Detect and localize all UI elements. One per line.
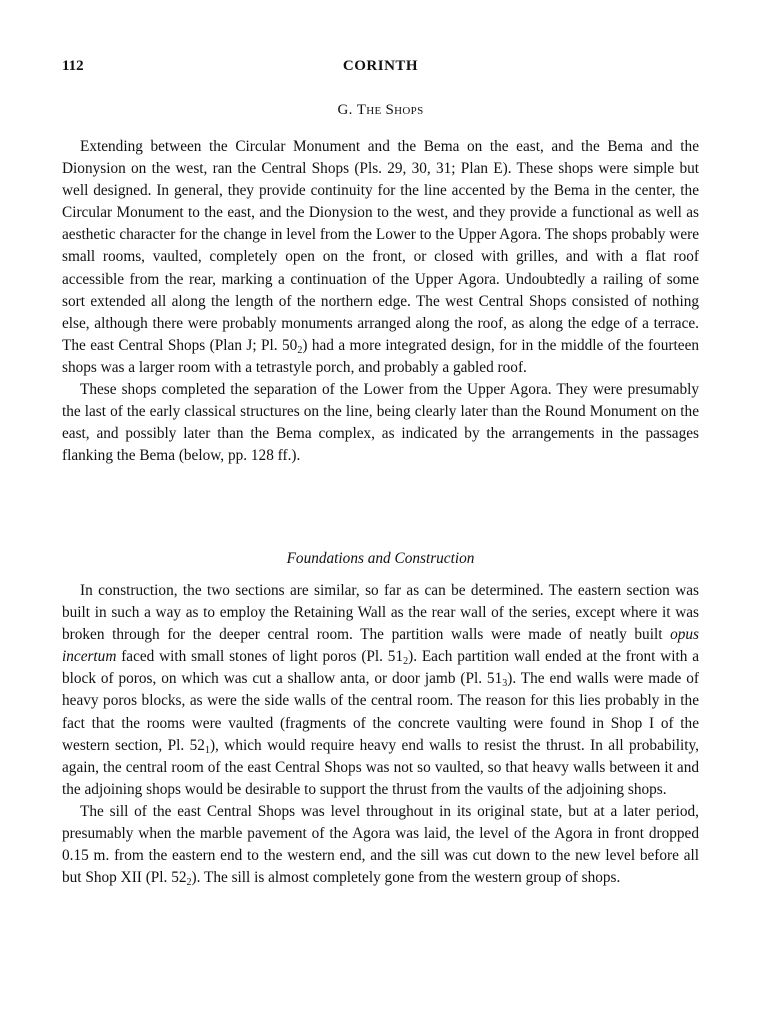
construction-text (62, 580, 699, 889)
subscript: 3 (502, 678, 508, 690)
section-letter: G. (337, 102, 353, 118)
page-header (62, 58, 699, 80)
subscript: 1 (204, 744, 210, 756)
paragraph-3-text-e: ), which would require heavy end walls to resist the thrust. In all probability, again, the central room of the east Central Shops was not so vaulted, so that heavy walls between it and the adjoining shops would be desirable to support the thrust from the vaults of the adjoining shops. (62, 736, 699, 798)
page-number: 112 (62, 58, 84, 74)
section-title (62, 102, 699, 119)
paragraph-3-text-d: ). The end walls were made of heavy poros blocks, as were the side walls of the central room. The reason for this lies probably in the fact that the rooms were vaulted (fragments of the concrete vaulting were found in Shop I of the western section, Pl. 52 (62, 670, 699, 754)
paragraph-4 (62, 801, 699, 889)
paragraph-3-text-a: In construction, the two sections are similar, so far as can be determined. The eastern section was built in such a way as to employ the Retaining Wall as the rear wall of the series, except where it was broken through for the deeper central room. The partition walls were made of neatly built (62, 582, 699, 644)
subscript: 2 (297, 344, 303, 356)
subscript: 2 (186, 877, 192, 889)
paragraph-4-text-b: ). The sill is almost completely gone from the western group of shops. (191, 869, 621, 887)
paragraph-3-text-c: ). Each partition wall ended at the front with a block of poros, on which was cut a shallow anta, or door jamb (Pl. 51 (62, 648, 699, 688)
running-title: CORINTH (342, 58, 419, 74)
paragraph-1-text-b: ) had a more integrated design, for in the middle of the fourteen shops was a larger room with a tetrastyle porch, and probably a gabled roof. (62, 336, 700, 376)
paragraph-1 (62, 136, 699, 379)
subscript: 2 (403, 656, 409, 668)
italic-term: opus incertum (62, 626, 699, 666)
paragraph-3-text-b: faced with small stones of light poros (Pl. 51 (116, 648, 404, 666)
paragraph-2: These shops completed the separation of the Lower from the Upper Agora. They were presumably the last of the early classical structures on the line, being clearly later than the Round Monument on the east, and possibly later than the Bema complex, as indicated by the arrangements in the passages flanking the Bema (below, pp. 128 ff.). (62, 381, 699, 465)
paragraph-4-text-a: The sill of the east Central Shops was level throughout in its original state, but at a later period, presumably when the marble pavement of the Agora was laid, the level of the Agora in front dropped 0.15 m. from the eastern end to the western end, and the sill was cut down to the new level before all but Shop XII (Pl. 52 (62, 802, 699, 887)
subheading-foundations: Foundations and Construction (286, 550, 475, 567)
intro-text (62, 136, 699, 467)
section-title-text: The Shops (356, 102, 424, 118)
paragraph-1-text-a: Extending between the Circular Monument and the Bema on the east, and the Bema and the Dionysion on the west, ran the Central Shops (Pls. 29, 30, 31; Plan E). These shops were simple but well designed. In general, they provide continuity for the line accented by the Bema in the center, the Circular Monument to the east, and the Dionysion to the west, and they provide a functional as well as aesthetic character for the change in level from the Lower to the Upper Agora. The shops probably were small rooms, vaulted, completely open on the front, or closed with grilles, and with a flat roof accessible from the rear, marking a continuation of the Upper Agora. Undoubtedly a railing of some sort extended all along the length of the northern edge. The west Central Shops consisted of nothing else, although there were probably monuments arranged along the roof, as along the edge of a terrace. The east Central Shops (Plan J; Pl. 50 (62, 138, 699, 354)
paragraph-3 (62, 580, 699, 801)
